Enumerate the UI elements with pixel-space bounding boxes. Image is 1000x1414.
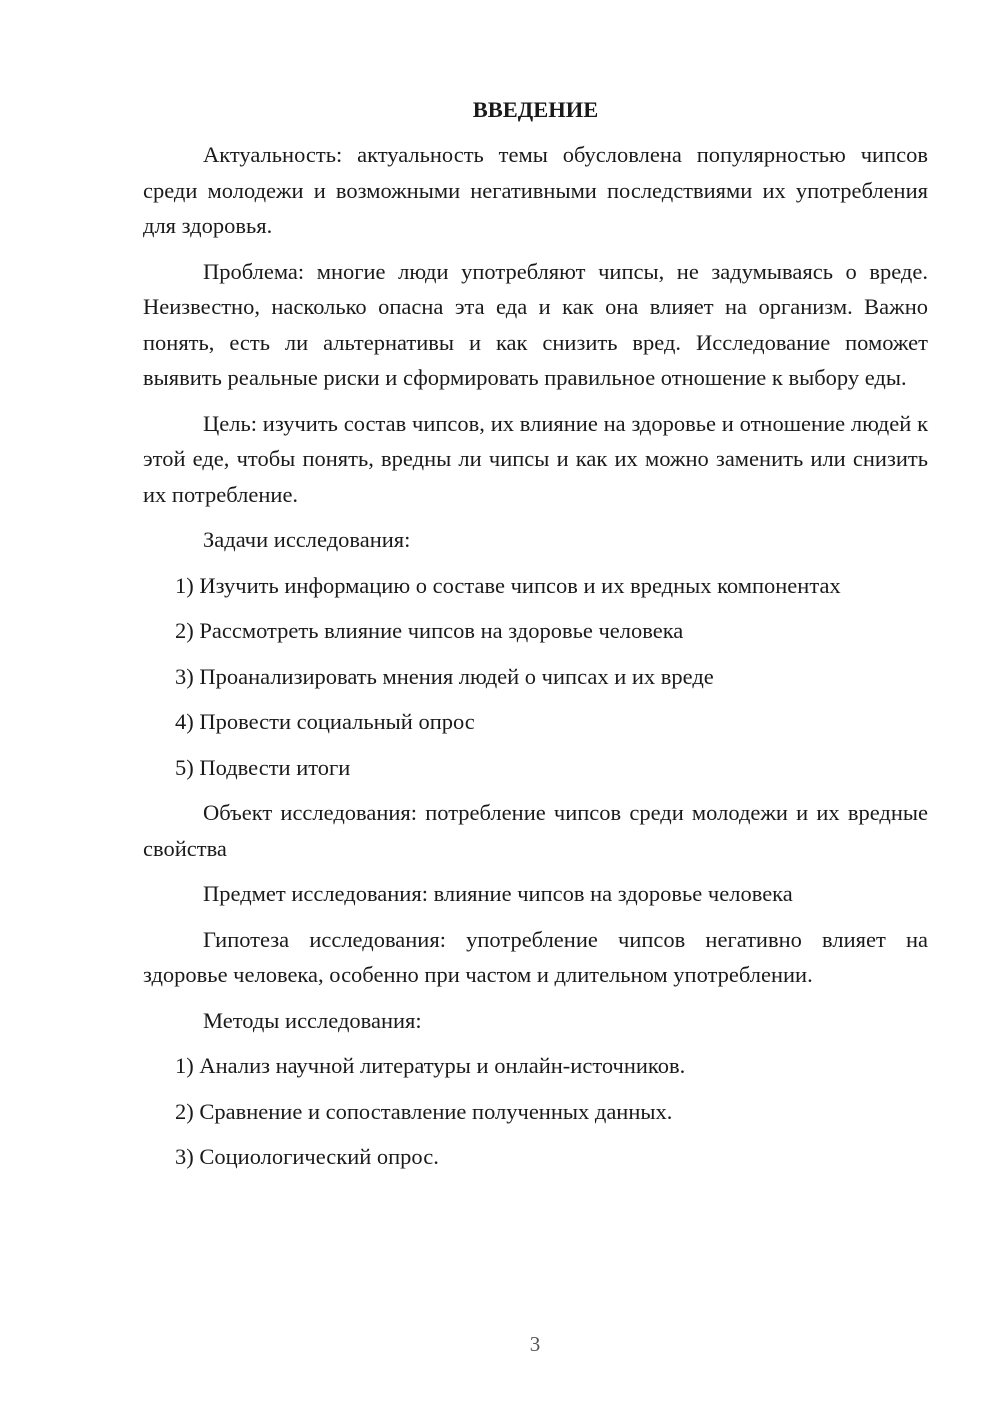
method-item: 3) Социологический опрос. [175,1144,439,1169]
paragraph-goal: Цель: изучить состав чипсов, их влияние на здоровье и отношение людей к этой еде, чтобы понять, вредны ли чипсы и как их можно заменить или снизить их потребление. [143,410,928,507]
task-item: 4) Провести социальный опрос [175,709,475,734]
method-item: 2) Сравнение и сопоставление полученных данных. [175,1098,673,1124]
paragraph-relevance: Актуальность: актуальность темы обусловлена популярностью чипсов среди молодежи и возможными негативными последствиями их употребления для здоровья. [143,142,928,238]
task-item: 2) Рассмотреть влияние чипсов на здоровье человека [175,618,684,643]
task-item: 1) Изучить информацию о составе чипсов и их вредных компонентах [175,572,841,598]
page-number: 3 [529,1332,541,1356]
paragraph-subject: Предмет исследования: влияние чипсов на здоровье человека [203,881,793,906]
methods-list [143,1048,928,1175]
page-content [143,92,928,1185]
paragraph-object: Объект исследования: потребление чипсов среди молодежи и их вредные свойства [143,800,928,861]
task-item: 5) Подвести итоги [175,754,351,780]
paragraph-hypothesis: Гипотеза исследования: употребление чипсов негативно влияет на здоровье человека, особенно при частом и длительном употреблении. [143,926,928,987]
methods-title: Методы исследования: [203,1007,422,1033]
method-item: 1) Анализ научной литературы и онлайн-источников. [175,1053,686,1078]
section-heading: ВВЕДЕНИЕ [472,97,599,122]
tasks-title: Задачи исследования: [203,527,411,552]
task-item: 3) Проанализировать мнения людей о чипсах и их вреде [175,663,714,689]
paragraph-problem: Проблема: многие люди употребляют чипсы, не задумываясь о вреде. Неизвестно, насколько опасна эта еда и как она влияет на организм. Важно понять, есть ли альтернативы и как снизить вред. Исследование поможет выявить реальные риски и сформировать правильное отношение к выбору еды. [143,258,928,390]
tasks-list [143,568,928,786]
